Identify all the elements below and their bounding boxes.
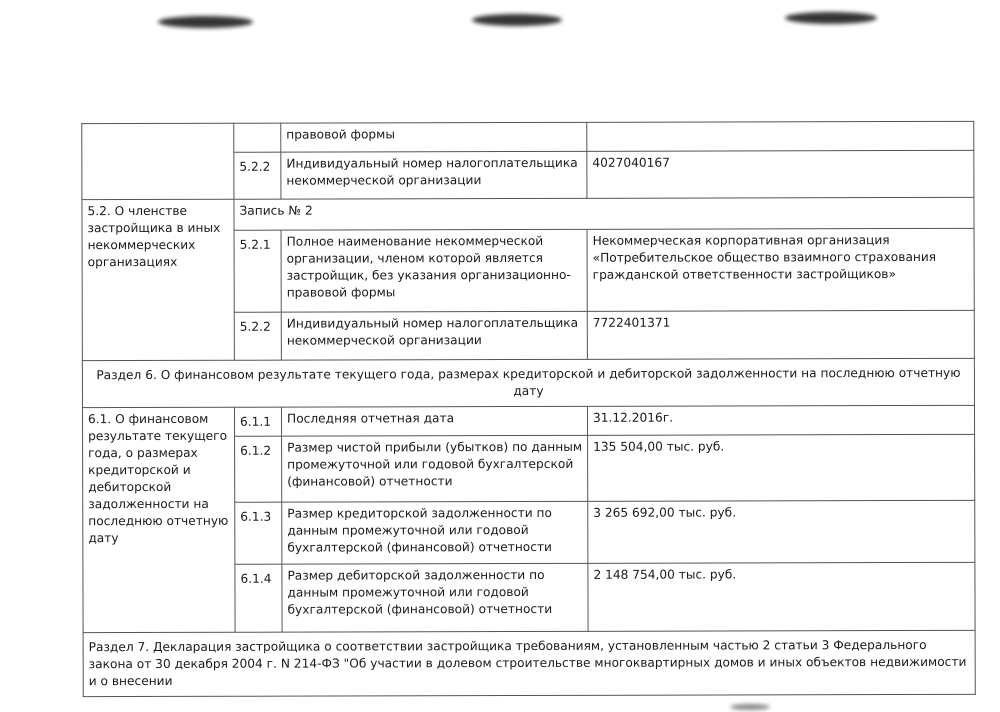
row-number: 5.2.2 xyxy=(234,312,281,360)
group-title: 5.2. О членстве застройщика в иных некоммерческих организациях xyxy=(82,199,234,360)
row-label: Размер чистой прибыли (убытков) по данным промежуточной или годовой бухгалтерской (финансовой) отчетности xyxy=(282,435,588,502)
row-value: 3 265 692,00 тыс. руб. xyxy=(588,500,975,563)
row-value: 2 148 754,00 тыс. руб. xyxy=(588,562,975,631)
row-value: Некоммерческая корпоративная организация «Потребительское общество взаимного страхования гражданской ответственности застройщиков» xyxy=(587,228,974,311)
record-heading: Запись № 2 xyxy=(234,197,974,230)
row-number: 5.2.1 xyxy=(234,230,281,312)
scan-smudge xyxy=(730,704,770,710)
row-value: 7722401371 xyxy=(587,310,974,359)
row-value: 4027040167 xyxy=(587,150,974,198)
row-label: Полное наименование некоммерческой организации, членом которой является застройщик, без указания организационно-правовой формы xyxy=(281,229,587,312)
table-row xyxy=(82,197,974,230)
row-label: правовой формы xyxy=(281,122,587,152)
row-label: Размер кредиторской задолженности по данным промежуточной или годовой бухгалтерской (финансовой) отчетности xyxy=(282,501,588,564)
row-value: 135 504,00 тыс. руб. xyxy=(588,434,975,501)
group-title: 6.1. О финансовом результате текущего года, о размерах кредиторской и дебиторской задолженности на последнюю отчетную дату xyxy=(82,407,235,632)
document-page xyxy=(81,121,974,697)
row-label: Последняя отчетная дата xyxy=(281,406,587,436)
row-label: Индивидуальный номер налогоплательщика некоммерческой организации xyxy=(281,151,587,199)
table-row xyxy=(82,358,974,407)
scan-smudge xyxy=(785,12,877,24)
row-number: 6.1.4 xyxy=(235,564,282,632)
table-row xyxy=(82,405,974,436)
scan-smudge xyxy=(472,14,562,26)
row-number: 6.1.1 xyxy=(234,407,281,436)
row-number: 6.1.3 xyxy=(235,502,282,564)
section-6-heading: Раздел 6. О финансовом результате текущего года, размерах кредиторской и дебиторской задолженности на последнюю отчетную дату xyxy=(82,358,974,407)
row-label: Индивидуальный номер налогоплательщика некоммерческой организации xyxy=(281,311,587,360)
row-number xyxy=(234,123,281,152)
row-number: 6.1.2 xyxy=(235,436,282,502)
section-7-heading: Раздел 7. Декларация застройщика о соответствии застройщика требованиям, установленным частью 2 статьи 3 Федерального закона от 30 декабря 2004 г. N 214-ФЗ "Об участии в долевом строительстве многоквартирных домов и иных объектов недвижимости и о внесении xyxy=(83,630,975,696)
row-value: 31.12.2016г. xyxy=(587,405,974,435)
table-row xyxy=(83,630,975,696)
row-label: Размер дебиторской задолженности по данным промежуточной или годовой бухгалтерской (финансовой) отчетности xyxy=(282,563,588,632)
row-number: 5.2.2 xyxy=(234,152,281,199)
declaration-table xyxy=(81,121,975,697)
row-value xyxy=(587,121,974,151)
table-row xyxy=(82,121,974,152)
group-cell-continued xyxy=(82,123,234,199)
scan-smudge xyxy=(158,16,253,28)
